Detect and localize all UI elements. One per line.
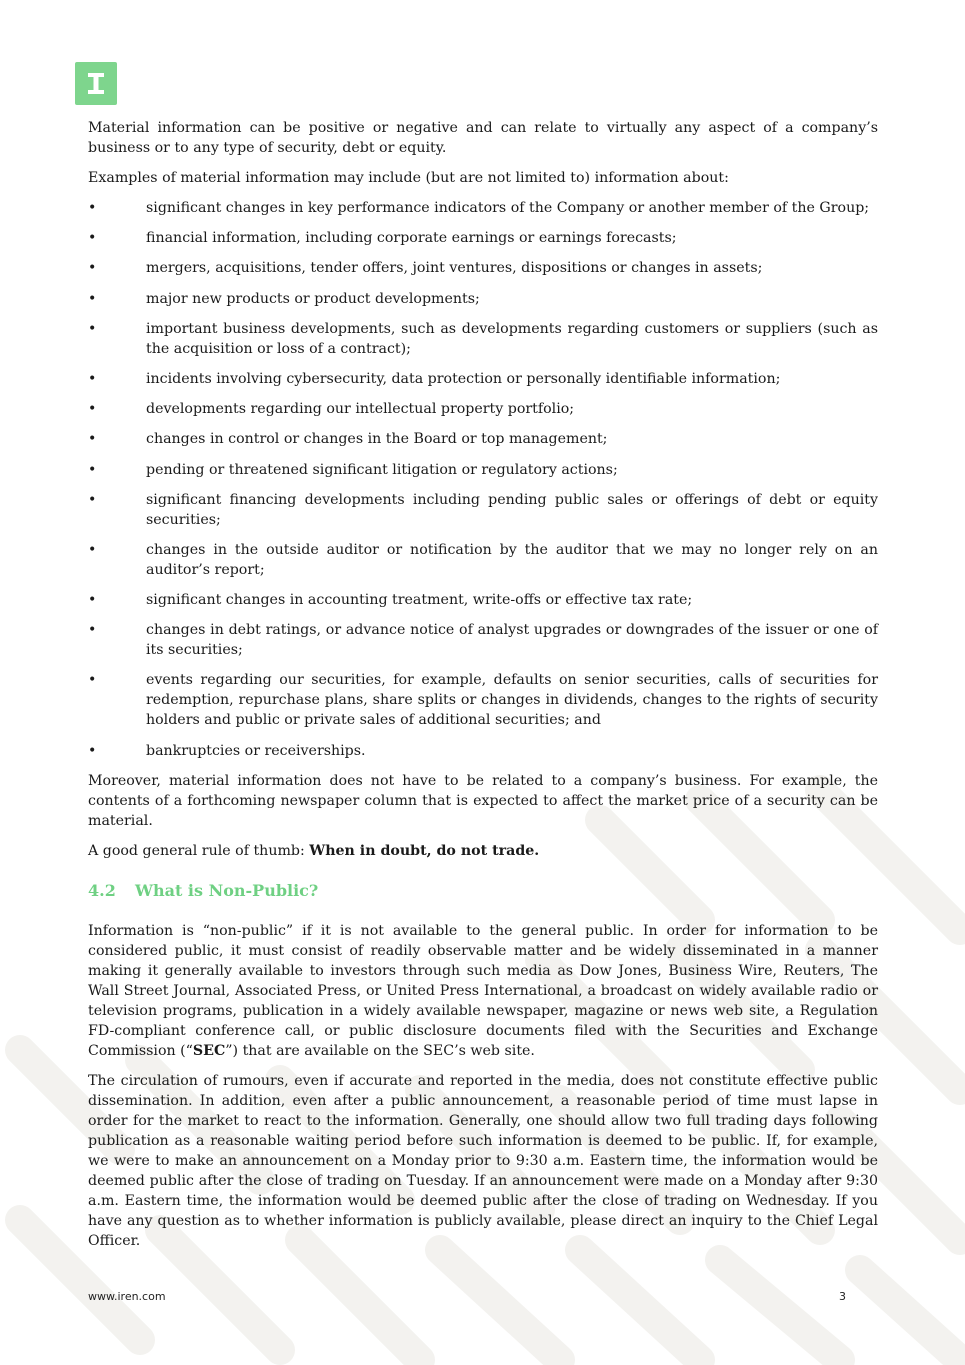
list-item-text: significant changes in accounting treatment, write-offs or effective tax rate; [146,592,693,609]
bullet-icon: • [88,290,97,307]
bullet-icon: • [88,592,97,609]
list-item-text: pending or threatened significant litigation or regulatory actions; [146,461,618,478]
section-title: What is Non-Public? [135,880,319,900]
list-item [88,540,878,580]
list-item [88,460,878,480]
list-item-text: incidents involving cybersecurity, data protection or personally identifiable information; [146,370,781,387]
list-item-text: changes in the outside auditor or notification by the auditor that we may no longer rely on an auditor’s report; [146,541,878,578]
list-item-text: significant changes in key performance indicators of the Company or another member of the Group; [146,200,870,216]
list-item-text: changes in control or changes in the Board or top management; [146,431,608,448]
list-item [88,198,878,218]
bullet-icon: • [88,622,97,639]
bullet-icon: • [88,672,97,689]
list-item-text: important business developments, such as developments regarding customers or suppliers (such as the acquisition or loss of a contract); [146,320,878,357]
list-item-text: financial information, including corporate earnings or earnings forecasts; [146,230,677,247]
bullet-icon: • [88,401,97,418]
list-item-text: changes in debt ratings, or advance notice of analyst upgrades or downgrades of the issuer or one of its securities; [146,622,878,659]
bullet-icon: • [88,370,97,387]
list-item [88,670,878,730]
footer-url[interactable]: www.iren.com [88,1290,166,1303]
non-public-definition [88,921,878,1061]
list-item [88,429,878,449]
page-number: 3 [839,1290,846,1303]
list-item [88,289,878,309]
bullet-icon: • [88,230,97,247]
list-item [88,620,878,660]
list-item-text: events regarding our securities, for example, defaults on senior securities, calls of securities for redemption, repurchase plans, share splits or changes in dividends, changes to the rights of security holders and public or private sales of additional securities; and [146,672,878,729]
list-item-text: developments regarding our intellectual property portfolio; [146,401,575,418]
rule-prefix: A good general rule of thumb: [88,842,310,859]
list-item [88,590,878,610]
list-item-text: significant financing developments including pending public sales or offerings of debt or equity securities; [146,491,878,528]
rule-bold: When in doubt, do not trade. [309,842,540,859]
rule-of-thumb [88,841,878,861]
bullet-icon: • [88,742,97,759]
bullet-icon: • [88,320,97,337]
list-item [88,258,878,278]
sec-abbreviation: SEC [192,1042,226,1059]
moreover-paragraph: Moreover, material information does not have to be related to a company’s business. For example, the contents of a forthcoming newspaper column that is expected to affect the market price of a security can be material. [88,772,878,829]
section-number: 4.2 [88,880,116,900]
list-item [88,369,878,389]
non-public-text-2: ”) that are available on the SEC’s web site. [225,1042,535,1059]
intro-paragraph: Material information can be positive or negative and can relate to virtually any aspect of a company’s business or to any type of security, debt or equity. [88,120,878,156]
document-body [88,118,878,1261]
examples-lead-in: Examples of material information may include (but are not limited to) information about: [88,170,729,186]
list-item [88,319,878,359]
list-item [88,741,878,761]
section-heading [88,879,878,903]
bullet-icon: • [88,461,97,478]
list-item-text: bankruptcies or receiverships. [146,742,366,759]
list-item [88,399,878,419]
list-item [88,490,878,530]
list-item-text: mergers, acquisitions, tender offers, joint ventures, dispositions or changes in assets; [146,260,763,277]
bullet-icon: • [88,491,97,508]
bullet-icon: • [88,200,97,216]
bullet-icon: • [88,431,97,448]
non-public-text-1: Information is “non-public” if it is not available to the general public. In order for information to be considered public, it must consist of readily observable matter and be widely disseminated in a manner making it generally available to investors through such media as Dow Jones, Business Wire, Reuters, The Wall Street Journal, Associated Press, or United Press International, a broadcast on widely available radio or television programs, publication in a widely available newspaper, magazine or news web site, a Regulation FD-compliant conference call, or public disclosure documents filed with the Securities and Exchange Commission (“ [88,922,878,1059]
material-info-list [88,198,878,761]
bullet-icon: • [88,260,97,277]
bullet-icon: • [88,541,97,558]
rumours-paragraph: The circulation of rumours, even if accurate and reported in the media, does not constitute effective public dissemination. In addition, even after a public announcement, a reasonable period of time must lapse in order for the market to react to the information. Generally, one should allow two full trading days following publication as a reasonable waiting period before such information is deemed to be public. If, for example, we were to make an announcement on a Monday prior to 9:30 a.m. Eastern time, the information would be deemed public after the close of trading on Tuesday. If an announcement were made on a Monday after 9:30 a.m. Eastern time, the information would be deemed public after the close of trading on Wednesday. If you have any question as to whether information is publicly available, please direct an inquiry to the Chief Legal Officer. [88,1072,878,1249]
logo-letter-icon [75,62,117,105]
list-item-text: major new products or product developments; [146,290,480,307]
list-item [88,228,878,248]
company-logo [75,62,117,105]
